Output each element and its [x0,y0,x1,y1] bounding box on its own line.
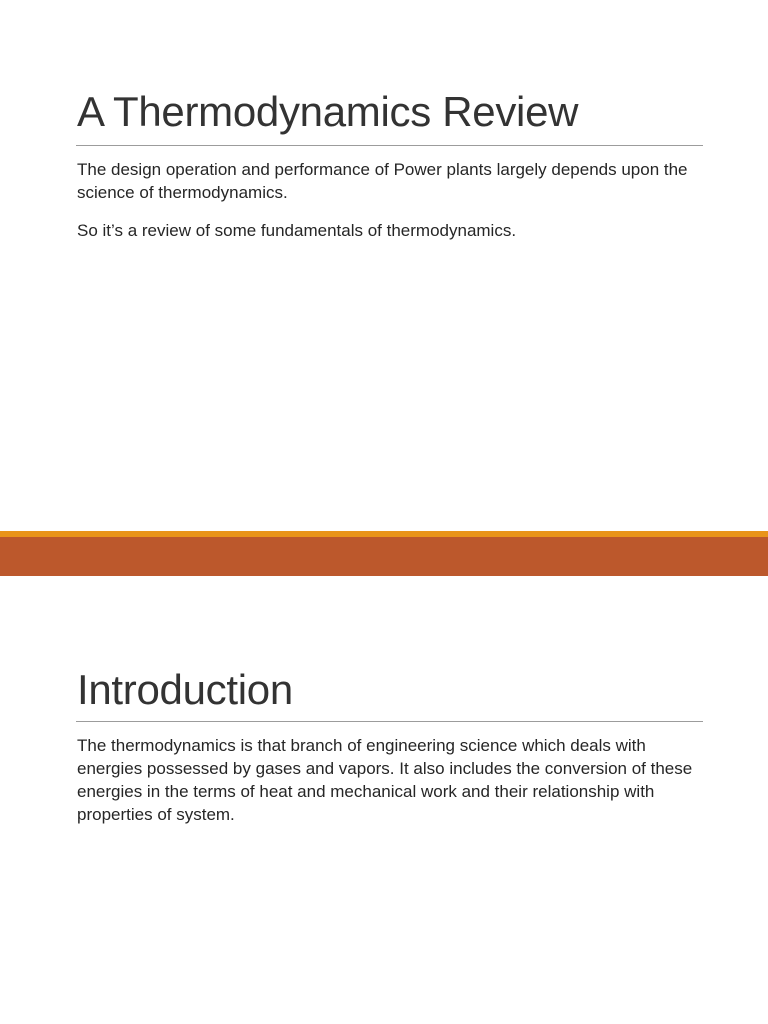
title-underline [76,145,703,146]
slide-introduction [0,576,768,1024]
divider-band [0,537,768,576]
slide-divider [0,531,768,576]
slide-paragraph: The design operation and performance of Power plants largely depends upon the science of thermodynamics. [77,160,688,202]
slide-title: A Thermodynamics Review [77,88,579,135]
slide-title: Introduction [77,666,293,713]
slide-paragraph: So it’s a review of some fundamentals of thermodynamics. [77,221,517,240]
title-underline [76,721,703,722]
slide-paragraph: The thermodynamics is that branch of engineering science which deals with energies possessed by gases and vapors. It also includes the conversion of these energies in the terms of heat and mechanical work and their relationship with properties of system. [77,736,693,824]
